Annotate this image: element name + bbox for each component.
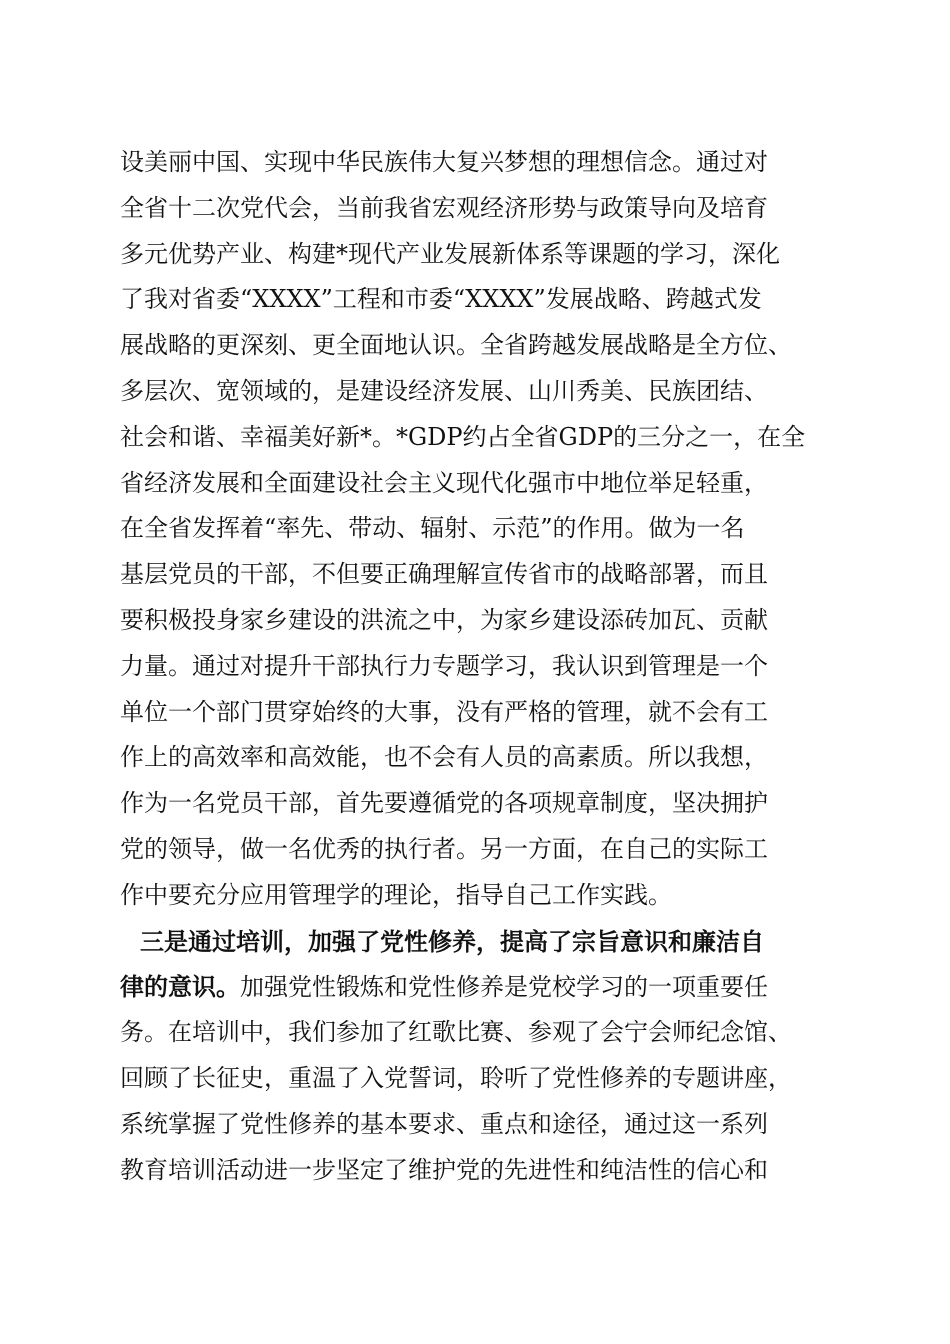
- text-line: 多层次、宽领域的，是建设经济发展、山川秀美、民族团结、: [120, 376, 768, 405]
- paragraph-2: [120, 919, 840, 1194]
- paragraph-1: [120, 140, 840, 919]
- bold-heading-run: 三是通过培训，加强了党性修养，提高了宗旨意识和廉洁自: [140, 926, 764, 956]
- bold-heading-run: 律的意识。: [120, 972, 240, 1002]
- text-line: 全省十二次党代会，当前我省宏观经济形势与政策导向及培育: [120, 193, 768, 222]
- text-line: 回顾了长征史，重温了入党誓词，聆听了党性修养的专题讲座，: [120, 1063, 792, 1092]
- body-text: [120, 140, 840, 1193]
- text-run: 加强党性锻炼和党性修养是党校学习的一项重要任: [240, 973, 768, 1002]
- text-line: 展战略的更深刻、更全面地认识。全省跨越发展战略是全方位、: [120, 331, 792, 360]
- text-line: 省经济发展和全面建设社会主义现代化强市中地位举足轻重，: [120, 468, 768, 497]
- text-line: [120, 919, 840, 965]
- text-line: 作为一名党员干部，首先要遵循党的各项规章制度，坚决拥护: [120, 789, 768, 818]
- text-line: 党的领导，做一名优秀的执行者。另一方面，在自己的实际工: [120, 834, 768, 863]
- text-line: 设美丽中国、实现中华民族伟大复兴梦想的理想信念。通过对: [120, 148, 768, 176]
- text-line: 基层党员的干部，不但要正确理解宣传省市的战略部署，而且: [120, 560, 768, 589]
- text-line: 了我对省委“XXXX”工程和市委“XXXX”发展战略、跨越式发: [120, 285, 762, 314]
- text-line: 社会和谐、幸福美好新*。*GDP约占全省GDP的三分之一，在全: [120, 422, 806, 451]
- text-line: 单位一个部门贯穿始终的大事，没有严格的管理，就不会有工: [120, 697, 768, 726]
- text-line: [120, 964, 840, 1010]
- text-line: 力量。通过对提升干部执行力专题学习，我认识到管理是一个: [120, 651, 768, 680]
- text-line: 教育培训活动进一步坚定了维护党的先进性和纯洁性的信心和: [120, 1155, 768, 1184]
- text-line: 作上的高效率和高效能，也不会有人员的高素质。所以我想，: [120, 743, 768, 772]
- text-line: 要积极投身家乡建设的洪流之中，为家乡建设添砖加瓦、贡献: [120, 605, 768, 634]
- text-line: 多元优势产业、构建*现代产业发展新体系等课题的学习，深化: [120, 239, 780, 268]
- text-line: 作中要充分应用管理学的理论，指导自己工作实践。: [120, 880, 672, 909]
- text-line: 在全省发挥着“率先、带动、辐射、示范”的作用。做为一名: [120, 514, 745, 543]
- text-line: 系统掌握了党性修养的基本要求、重点和途径，通过这一系列: [120, 1109, 768, 1138]
- text-line: 务。在培训中，我们参加了红歌比赛、参观了会宁会师纪念馆、: [120, 1018, 792, 1047]
